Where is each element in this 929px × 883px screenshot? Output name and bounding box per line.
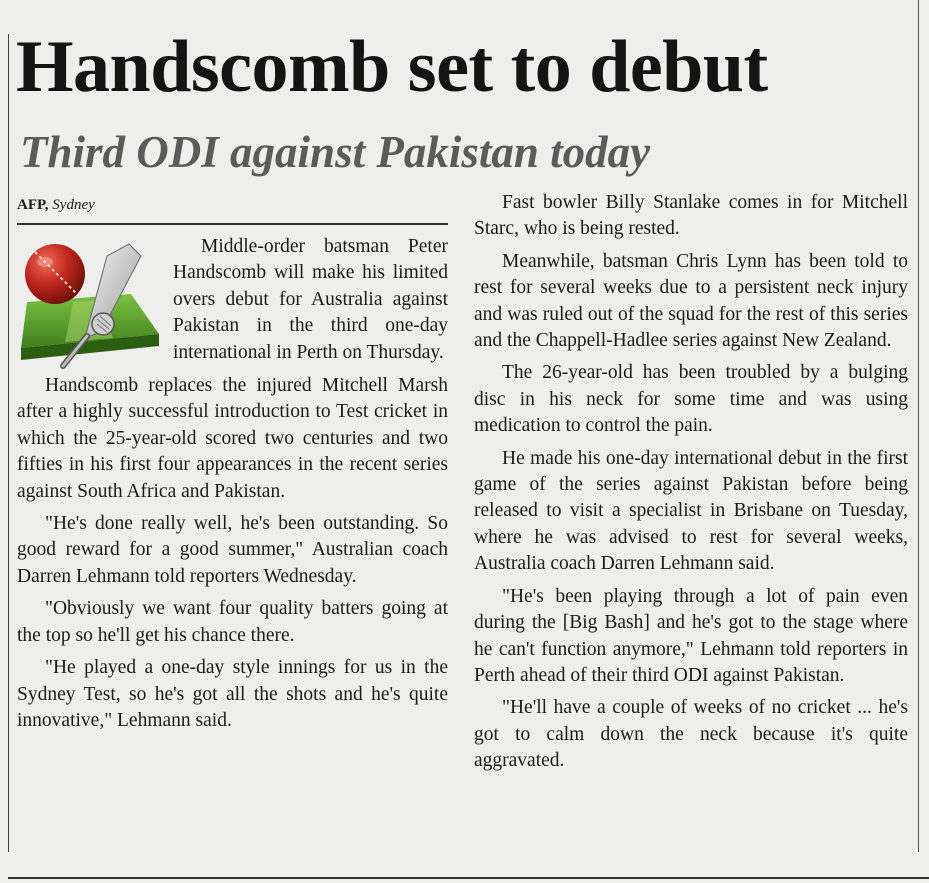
subheadline: Third ODI against Pakistan today (20, 127, 651, 177)
article-column-left (17, 234, 448, 734)
paragraph: Handscomb replaces the injured Mitchell Marsh after a highly successful introduction to Test cricket in which the 25-year-old scored two centuries and two fifties in his first four appearances in the recent series against South Africa and Pakistan. (17, 375, 448, 502)
paragraph: Middle-order batsman Peter Handscomb will make his limited overs debut for Australia against Pakistan in the third one-day international in Perth on Thursday. (173, 236, 448, 363)
paragraph: "He's been playing through a lot of pain even during the [Big Bash] and he's got to the stage where he can't function anymore," Lehmann told reporters in Perth ahead of their third ODI against Pakistan. (474, 585, 908, 686)
bottom-rule (8, 877, 929, 879)
paragraph: Fast bowler Billy Stanlake comes in for Mitchell Starc, who is being rested. (474, 192, 908, 240)
right-column-rule (918, 0, 919, 852)
byline-location: Sydney (52, 197, 95, 213)
paragraph: "He played a one-day style innings for us in the Sydney Test, so he's got all the shots and he's quite innovative," Lehmann said. (17, 657, 448, 731)
byline-agency: AFP, (17, 197, 49, 213)
paragraph: "Obviously we want four quality batters going at the top so he'll get his chance there. (17, 598, 448, 646)
article-column-right (474, 190, 908, 775)
left-column-rule (8, 34, 9, 852)
paragraph: "He'll have a couple of weeks of no cricket ... he's got to calm down the neck because it's quite aggravated. (474, 697, 908, 772)
headline: Handscomb set to debut (16, 26, 768, 108)
paragraph: The 26-year-old has been troubled by a bulging disc in his neck for some time and was using medication to control the pain. (474, 362, 908, 437)
paragraph: "He's done really well, he's been outstanding. So good reward for a good summer," Australian coach Darren Lehmann told reporters Wednesday. (17, 513, 448, 587)
byline (17, 197, 95, 214)
paragraph: He made his one-day international debut in the first game of the series against Pakistan before being released to visit a specialist in Brisbane on Tuesday, where he was advised to rest for several weeks, Australia coach Darren Lehmann said. (474, 447, 908, 575)
paragraph: Meanwhile, batsman Chris Lynn has been told to rest for several weeks due to a persistent neck injury and was ruled out of the squad for the rest of this series and the Chappell-Hadlee series against New Zealand. (474, 250, 908, 352)
byline-divider (17, 223, 448, 225)
